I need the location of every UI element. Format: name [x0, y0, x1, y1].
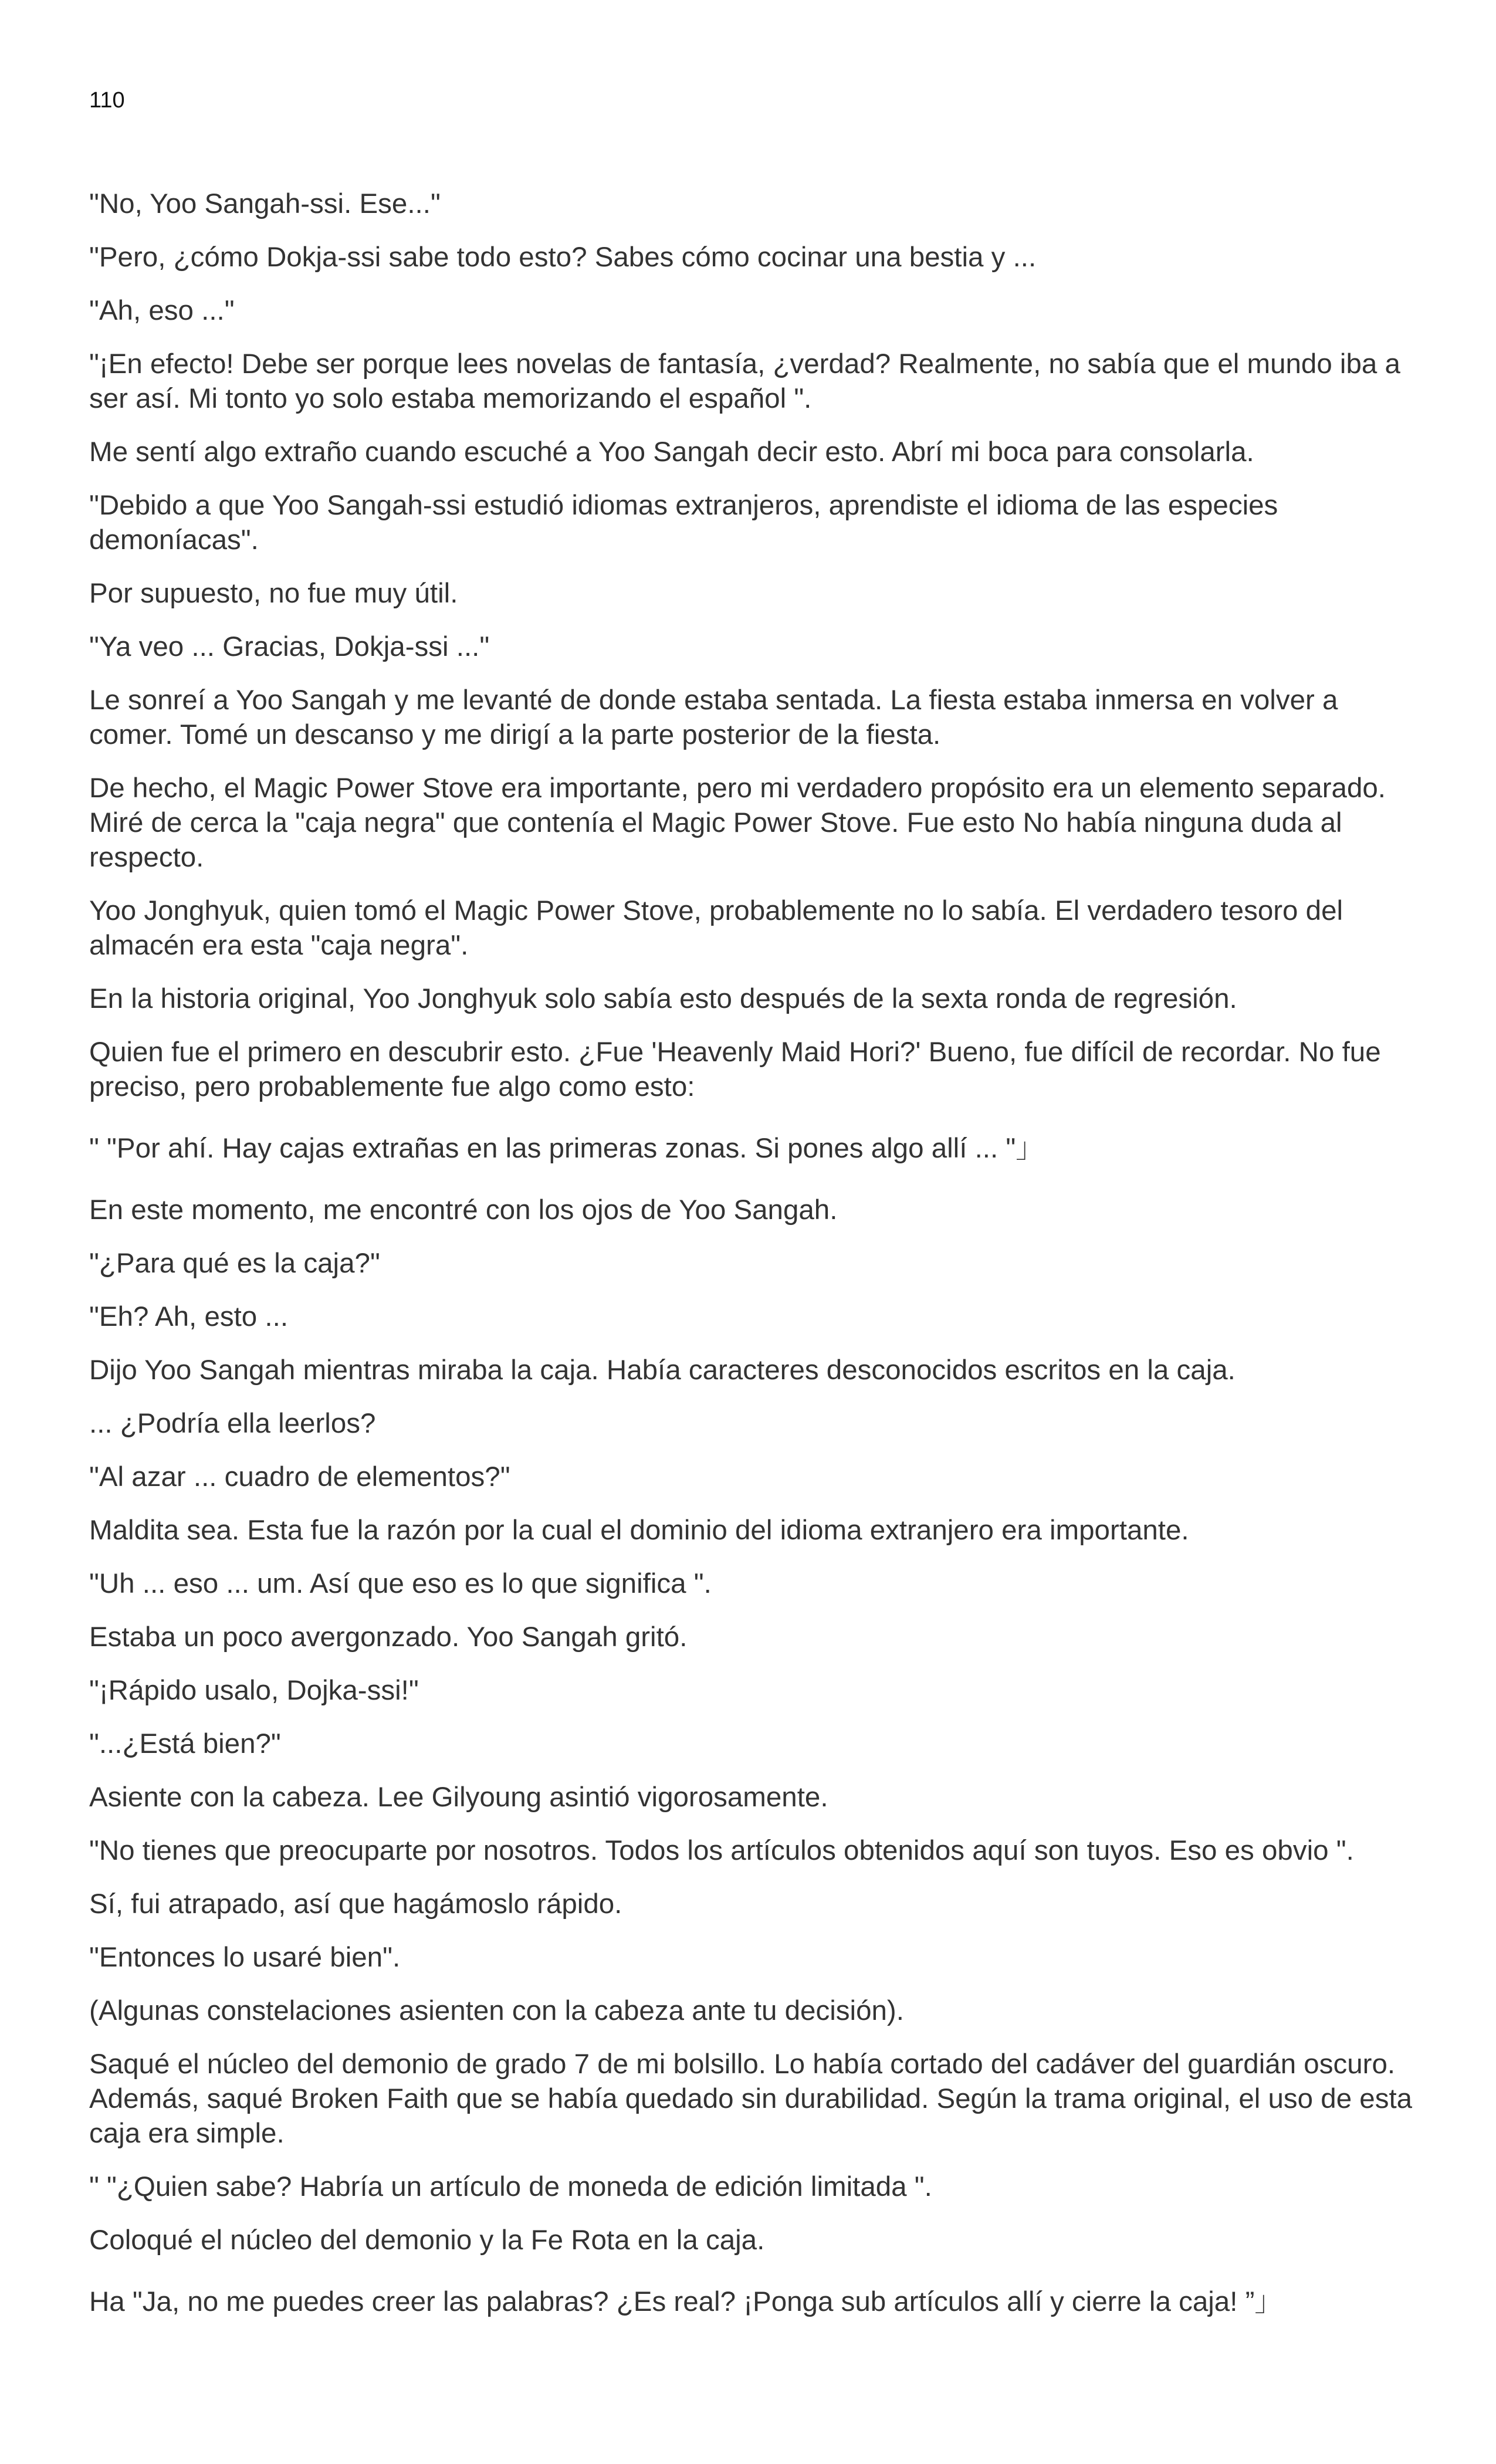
paragraph: Estaba un poco avergonzado. Yoo Sangah gritó.: [89, 1622, 688, 1653]
paragraph: "Debido a que Yoo Sangah-ssi estudió idiomas extranjeros, aprendiste el idioma de las especies demoníacas".: [89, 490, 1278, 556]
paragraph: "No, Yoo Sangah-ssi. Ese...": [89, 188, 441, 219]
paragraph: "Ah, eso ...": [89, 295, 235, 326]
paragraph: "¡Rápido usalo, Dojka-ssi!": [89, 1675, 419, 1706]
paragraph: (Algunas constelaciones asienten con la cabeza ante tu decisión).: [89, 1995, 904, 2026]
paragraph: "Eh? Ah, esto ...: [89, 1301, 289, 1332]
paragraph: Me sentí algo extraño cuando escuché a Yoo Sangah decir esto. Abrí mi boca para consolarla.: [89, 436, 1254, 468]
paragraph: Maldita sea. Esta fue la razón por la cual el dominio del idioma extranjero era importante.: [89, 1515, 1189, 1546]
paragraph: ... ¿Podría ella leerlos?: [89, 1408, 376, 1439]
paragraph: Dijo Yoo Sangah mientras miraba la caja. Había caracteres desconocidos escritos en la caja.: [89, 1355, 1236, 1386]
paragraph: "Ya veo ... Gracias, Dokja-ssi ...": [89, 631, 490, 662]
page-number: 110: [89, 88, 125, 113]
paragraph: Yoo Jonghyuk, quien tomó el Magic Power Stove, probablemente no lo sabía. El verdadero tesoro del almacén era esta "caja negra".: [89, 895, 1343, 961]
quoted-memory: " "Por ahí. Hay cajas extrañas en las primeras zonas. Si pones algo allí ... "」: [89, 1133, 1044, 1164]
paragraph: Sí, fui atrapado, así que hagámoslo rápido.: [89, 1888, 622, 1920]
paragraph: Coloqué el núcleo del demonio y la Fe Rota en la caja.: [89, 2225, 765, 2256]
paragraph: "Pero, ¿cómo Dokja-ssi sabe todo esto? Sabes cómo cocinar una bestia y ...: [89, 242, 1037, 273]
paragraph: Quien fue el primero en descubrir esto. ¿Fue 'Heavenly Maid Hori?' Bueno, fue difícil de recordar. No fue preciso, pero probablemente fue algo como esto:: [89, 1037, 1381, 1102]
paragraph: " "¿Quien sabe? Habría un artículo de moneda de edición limitada ".: [89, 2171, 932, 2202]
paragraph: De hecho, el Magic Power Stove era importante, pero mi verdadero propósito era un elemento separado. Miré de cerca la "caja negra" que contenía el Magic Power Stove. Fue esto No había ninguna duda al respecto.: [89, 773, 1386, 873]
paragraph: Por supuesto, no fue muy útil.: [89, 578, 458, 609]
paragraph: "...¿Está bien?": [89, 1728, 281, 1759]
paragraph: "Uh ... eso ... um. Así que eso es lo que significa ".: [89, 1568, 712, 1599]
paragraph: Asiente con la cabeza. Lee Gilyoung asintió vigorosamente.: [89, 1782, 828, 1813]
paragraph: "Al azar ... cuadro de elementos?": [89, 1461, 510, 1492]
paragraph: Le sonreí a Yoo Sangah y me levanté de donde estaba sentada. La fiesta estaba inmersa en volver a comer. Tomé un descanso y me dirigí a la parte posterior de la fiesta.: [89, 685, 1338, 750]
quoted-memory: Ha "Ja, no me puedes creer las palabras? ¿Es real? ¡Ponga sub artículos allí y cierre la caja! ”」: [89, 2286, 1282, 2317]
paragraph: "¿Para qué es la caja?": [89, 1248, 380, 1279]
paragraph: En la historia original, Yoo Jonghyuk solo sabía esto después de la sexta ronda de regresión.: [89, 983, 1237, 1014]
paragraph: "¡En efecto! Debe ser porque lees novelas de fantasía, ¿verdad? Realmente, no sabía que el mundo iba a ser así. Mi tonto yo solo estaba memorizando el español ".: [89, 348, 1400, 414]
paragraph: "No tienes que preocuparte por nosotros. Todos los artículos obtenidos aquí son tuyos. Eso es obvio ".: [89, 1835, 1354, 1866]
document-body: [89, 187, 1421, 2338]
paragraph: En este momento, me encontré con los ojos de Yoo Sangah.: [89, 1194, 838, 1226]
paragraph: "Entonces lo usaré bien".: [89, 1942, 401, 1973]
paragraph: Saqué el núcleo del demonio de grado 7 de mi bolsillo. Lo había cortado del cadáver del guardián oscuro. Además, saqué Broken Faith que se había quedado sin durabilidad. Según la trama original, el uso de esta caja era simple.: [89, 2049, 1413, 2149]
